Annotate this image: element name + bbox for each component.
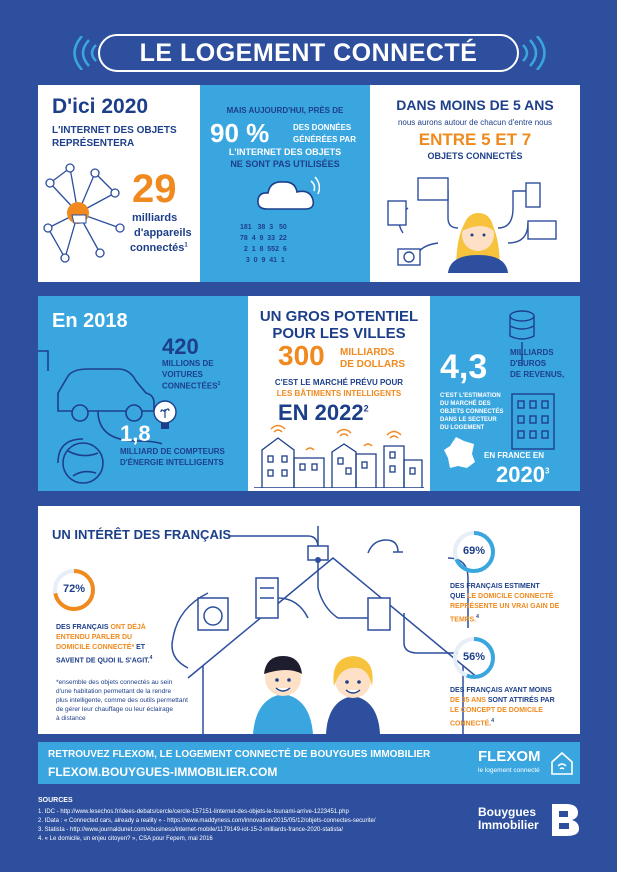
pct-56: 56%	[462, 651, 486, 663]
pct-69: 69%	[462, 545, 486, 557]
wifi-waves-left-icon	[62, 36, 102, 70]
text-line: REPRÉSENTERA	[52, 138, 135, 149]
france-map-icon	[442, 436, 478, 470]
stat-69-text: DES FRANÇAIS ESTIMENT QUE LE DOMICILE CONNECTÉ REPRÉSENTE UN VRAI GAIN DE TEMPS.$^4$	[450, 583, 560, 624]
database-building-illustration	[492, 306, 567, 456]
title-banner	[98, 34, 519, 72]
pct-72: 72%	[62, 583, 86, 595]
text-line: DES DONNÉES	[293, 123, 352, 132]
big-number-29: 29	[132, 167, 177, 211]
flexom-house-icon	[550, 750, 574, 776]
estimation-text: C'EST L'ESTIMATION DU MARCHÉ DES OBJETS CONNECTÉS DANS LE SECTEUR DU LOGEMENT	[440, 393, 504, 431]
cloud-icon	[255, 175, 320, 215]
flexom-link[interactable]: FLEXOM.BOUYGUES-IMMOBILIER.COM	[48, 765, 278, 779]
source-item: 2. IData : « Connected cars, already a reality » - https://www.maddyness.com/innovation/2015/05/12/objets-connectes-securite/	[38, 818, 376, 824]
page-title: LE LOGEMENT CONNECTÉ	[139, 39, 478, 67]
panel-heading: UN GROS POTENTIEL	[259, 308, 419, 325]
source-item: 3. Statista - http://www.journaldunet.com/ebusiness/internet-mobile/1179149-iot-15-2-milliards-france-2020-statista/	[38, 827, 344, 833]
woman-devices-illustration	[378, 173, 572, 273]
text-line: connectés$^1$	[130, 242, 188, 254]
text-line: MILLIONS DE	[162, 359, 214, 368]
panel-heading: UN INTÉRÊT DES FRANÇAIS	[52, 527, 232, 542]
panel-french-interest	[38, 506, 580, 734]
sources-list	[38, 808, 438, 844]
panel-2018	[38, 296, 248, 491]
wifi-waves-right-icon	[517, 36, 557, 70]
bulb-icon	[150, 399, 180, 431]
bouygues-logo-text: Bouygues Immobilier	[478, 805, 539, 832]
text-line: DE REVENUS,	[510, 370, 565, 379]
stat-56-text: DES FRANÇAIS AYANT MOINS DE 35 ANS SONT ATTIRÉS PAR LE CONCEPT DE DOMICILE CONNECTÉ.$^4$	[450, 687, 555, 728]
number-1-8: 1,8	[120, 421, 151, 446]
year-2022: EN 2022$^2$	[278, 400, 369, 425]
panel-unused-data	[200, 85, 370, 282]
flexom-banner	[38, 742, 580, 784]
text-line: L'INTERNET DES OBJETS	[52, 125, 177, 136]
panel-iot-2020	[38, 85, 200, 282]
text-line: MILLIARD DE COMPTEURS	[120, 447, 225, 456]
text-line: NE SONT PAS UTILISÉES	[230, 159, 340, 169]
text-line: nous aurons autour de chacun d'entre nous	[397, 118, 553, 127]
source-item: 4. « Le domicile, un enjeu citoyen? », CSA pour Fepem, mai 2016	[38, 836, 213, 842]
text-line: MAIS AUJOURD'HUI, PRÈS DE	[226, 106, 344, 115]
bouygues-b-logo-icon	[550, 802, 580, 838]
city-buildings-illustration	[254, 424, 424, 488]
panel-heading: En 2018	[52, 310, 128, 332]
text-line: EN FRANCE EN	[484, 451, 545, 460]
year-2020: 2020$^3$	[496, 462, 550, 487]
banner-text: RETROUVEZ FLEXOM, LE LOGEMENT CONNECTÉ DE BOUYGUES IMMOBILIER	[48, 749, 431, 760]
text-line: milliards	[132, 212, 178, 224]
text-line: MILLIARDS	[340, 347, 395, 358]
text-line: CONNECTÉES$^2$	[162, 381, 221, 391]
number-4-3: 4,3	[440, 348, 488, 386]
number-300: 300	[278, 340, 325, 371]
footnote-text: *ensemble des objets connectés au sein d'une habitation permettant de la rendre plus intelligente, comme des outils permettant de gérer leur chauffage ou leur éclairage à distance	[56, 679, 188, 722]
car-globe-illustration	[38, 341, 162, 491]
text-line: MILLIARDS	[510, 348, 554, 357]
text-line: VOITURES	[162, 370, 203, 379]
network-hand-icon	[40, 153, 130, 278]
objects-range: ENTRE 5 ET 7	[418, 130, 532, 149]
stat-72-text: DES FRANÇAIS ONT DÉJÀ ENTENDU PARLER DU DOMICILE CONNECTÉ* ET SAVENT DE QUOI IL S'AGIT.$^4$	[56, 624, 153, 665]
text-line: LES BÂTIMENTS INTELLIGENTS	[276, 389, 402, 398]
panel-5-years	[370, 85, 580, 282]
text-line: C'EST LE MARCHÉ PRÉVU POUR	[274, 378, 404, 387]
text-line: D'ÉNERGIE INTELLIGENTS	[120, 458, 224, 467]
text-line: d'appareils	[134, 227, 192, 239]
panel-heading: D'ici 2020	[52, 95, 149, 118]
text-line: DE DOLLARS	[340, 359, 405, 370]
text-line: OBJETS CONNECTÉS	[427, 151, 523, 161]
text-line: GÉNÉRÉES PAR	[293, 135, 356, 144]
sources-heading: SOURCES	[38, 797, 73, 804]
text-line: L'INTERNET DES OBJETS	[228, 147, 342, 157]
panel-heading: DANS MOINS DE 5 ANS	[396, 97, 554, 113]
pct-90: 90 %	[210, 118, 270, 148]
flexom-tagline: le logement connecté	[478, 767, 540, 774]
data-numbers-rain: 181 38 3 50 78 4 9 33 22 2 1 8 552 6 3 0 9 41 1	[240, 224, 287, 264]
flexom-logo: FLEXOM	[478, 748, 541, 765]
text-line: D'EUROS	[510, 359, 547, 368]
house-family-illustration	[168, 518, 498, 734]
source-item: 1. IDC - http://www.lesechos.fr/idees-debats/cercle/cercle-157151-linternet-des-objets-le-tsunami-arrive-1223451.php	[38, 809, 349, 815]
panel-revenue	[430, 296, 580, 491]
number-420: 420	[162, 334, 199, 359]
panel-heading: POUR LES VILLES	[272, 325, 406, 342]
panel-cities	[248, 296, 430, 491]
